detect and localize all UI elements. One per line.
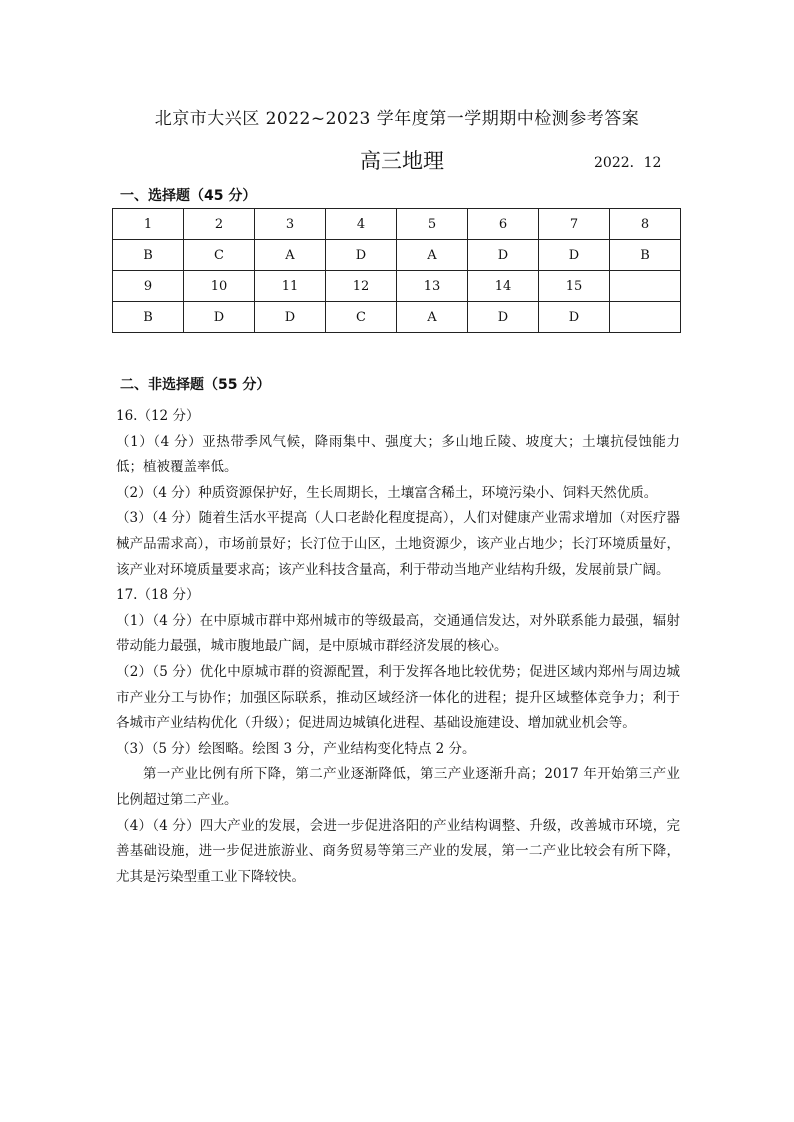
table-cell: A [255, 240, 326, 271]
table-cell: D [539, 240, 610, 271]
table-cell: 9 [113, 271, 184, 302]
question-16-part-2: （2）（4 分）种质资源保护好，生长周期长，土壤富含稀土，环境污染小、饲料天然优质。 [116, 484, 658, 501]
table-cell: 8 [610, 209, 681, 240]
table-cell: 5 [397, 209, 468, 240]
question-17-part-1: （1）（4 分）在中原城市群中郑州城市的等级最高，交通通信发达，对外联系能力最强，辐射带动能力最强，城市腹地最广阔，是中原城市群经济发展的核心。 [116, 612, 680, 655]
question-17-part-3: （3）（5 分）绘图略。绘图 3 分，产业结构变化特点 2 分。 [116, 740, 476, 757]
table-cell: D [468, 302, 539, 333]
question-16-part-1: （1）（4 分）亚热带季风气候，降雨集中、强度大；多山地丘陵、坡度大；土壤抗侵蚀能力低；植被覆盖率低。 [116, 433, 680, 476]
table-cell: B [610, 240, 681, 271]
table-cell: D [255, 302, 326, 333]
question-16-part-3: （3）（4 分）随着生活水平提高（人口老龄化程度提高），人们对健康产业需求增加（对医疗器械产品需求高），市场前景好；长汀位于山区，土地资源少，该产业占地少；长汀环境质量好，该产业对环境质量要求高；该产业科技含量高，利于带动当地产业结构升级，发展前景广阔。 [116, 510, 680, 578]
table-cell: C [326, 302, 397, 333]
table-cell: B [113, 302, 184, 333]
table-row [113, 209, 681, 240]
answer-table [112, 208, 681, 333]
table-cell: 14 [468, 271, 539, 302]
section1-heading: 一、选择题（45 分） [120, 188, 257, 204]
table-cell: C [184, 240, 255, 271]
table-cell: D [184, 302, 255, 333]
document-date: 2022．12 [594, 155, 662, 171]
table-cell: 1 [113, 209, 184, 240]
answers-body [116, 404, 680, 890]
table-cell: A [397, 302, 468, 333]
subject-title: 高三地理 [360, 149, 444, 173]
table-cell: 4 [326, 209, 397, 240]
table-cell: 6 [468, 209, 539, 240]
document-title: 北京市大兴区 2022~2023 学年度第一学期期中检测参考答案 [154, 109, 640, 129]
table-cell: 15 [539, 271, 610, 302]
table-cell: 12 [326, 271, 397, 302]
table-cell: 11 [255, 271, 326, 302]
question-17-label: 17.（18 分） [116, 587, 200, 604]
question-17-part-4: （4）（4 分）四大产业的发展，会进一步促进洛阳的产业结构调整、升级，改善城市环境，完善基础设施，进一步促进旅游业、商务贸易等第三产业的发展，第一二产业比较会有所下降，尤其是污染型重工业下降较快。 [116, 817, 680, 885]
table-cell [610, 302, 681, 333]
table-cell: A [397, 240, 468, 271]
question-17-part-3-detail: 第一产业比例有所下降，第二产业逐渐降低，第三产业逐渐升高；2017 年开始第三产业比例超过第二产业。 [116, 766, 680, 808]
section2-heading: 二、非选择题（55 分） [120, 377, 271, 393]
table-cell: 10 [184, 271, 255, 302]
question-16-label: 16.（12 分） [116, 408, 200, 424]
table-cell: 2 [184, 209, 255, 240]
table-cell: D [468, 240, 539, 271]
table-row [113, 271, 681, 302]
table-cell: 3 [255, 209, 326, 240]
table-cell: D [326, 240, 397, 271]
table-cell: 13 [397, 271, 468, 302]
question-17-part-2: （2）（5 分）优化中原城市群的资源配置，利于发挥各地比较优势；促进区域内郑州与周边城市产业分工与协作；加强区际联系，推动区域经济一体化的进程；提升区域整体竞争力；利于各城市产业结构优化（升级）；促进周边城镇化进程、基础设施建设、增加就业机会等。 [116, 663, 680, 732]
subtitle-line [0, 145, 794, 175]
table-row [113, 240, 681, 271]
table-cell: D [539, 302, 610, 333]
table-cell: 7 [539, 209, 610, 240]
table-cell: B [113, 240, 184, 271]
table-row [113, 302, 681, 333]
table-cell [610, 271, 681, 302]
